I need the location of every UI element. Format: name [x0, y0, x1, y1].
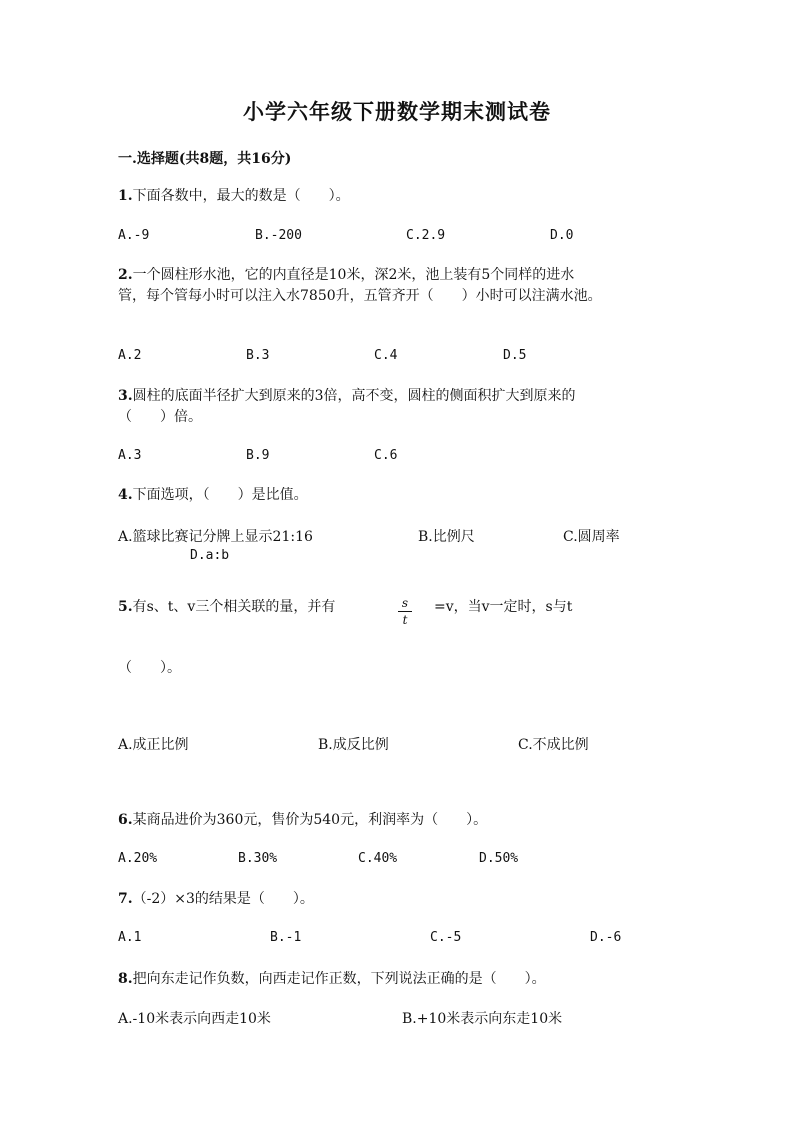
fraction-numerator: s	[401, 596, 409, 610]
question-text-line2: （ ）。	[118, 660, 181, 676]
question-text-line2: （ ）倍。	[118, 409, 202, 425]
question-6	[118, 810, 678, 831]
option-b[interactable]: B.成反比例	[318, 737, 389, 753]
question-number: 8.	[118, 971, 133, 987]
question-number: 1.	[118, 188, 133, 204]
question-text: 把向东走记作负数，向西走记作正数，下列说法正确的是（ ）。	[132, 971, 546, 987]
question-number: 2.	[118, 267, 133, 283]
question-number: 4.	[118, 487, 133, 503]
option-d[interactable]: D.5	[503, 348, 527, 363]
option-a[interactable]: A.20%	[118, 851, 158, 866]
question-3	[118, 386, 678, 428]
question-number: 6.	[118, 812, 133, 828]
question-text: 下面各数中，最大的数是（ ）。	[132, 188, 350, 204]
question-4	[118, 485, 678, 506]
option-c[interactable]: C.-5	[430, 930, 462, 945]
option-b[interactable]: B.-200	[255, 228, 302, 243]
option-c[interactable]: C.6	[374, 448, 398, 463]
question-text: 下面选项，（ ）是比值。	[132, 487, 308, 503]
option-b[interactable]: B.-1	[270, 930, 302, 945]
question-text-before: 有s、t、v三个相关联的量，并有	[132, 599, 336, 615]
option-b[interactable]: B.30%	[238, 851, 278, 866]
question-text-line2: 管，每个管每小时可以注入水7850升，五管齐开（ ）小时可以注满水池。	[118, 288, 602, 304]
option-b[interactable]: B.+10米表示向东走10米	[402, 1011, 563, 1027]
section-heading: 一.选择题(共8题，共16分)	[118, 151, 292, 167]
option-b[interactable]: B.3	[246, 348, 270, 363]
option-c[interactable]: C.不成比例	[518, 737, 589, 753]
question-7	[118, 889, 678, 910]
option-d[interactable]: D.0	[550, 228, 574, 243]
question-8	[118, 969, 678, 990]
question-number: 3.	[118, 388, 133, 404]
fraction-s-over-t	[396, 596, 414, 627]
question-text-after: =v，当v一定时，s与t	[434, 599, 573, 615]
option-b[interactable]: B.比例尺	[418, 529, 475, 545]
option-a[interactable]: A.-10米表示向西走10米	[118, 1011, 271, 1027]
question-number: 5.	[118, 599, 133, 615]
question-2	[118, 265, 678, 307]
option-a[interactable]: A.2	[118, 348, 142, 363]
option-c[interactable]: C.圆周率	[563, 529, 620, 545]
option-c[interactable]: C.2.9	[406, 228, 446, 243]
option-a[interactable]: A.-9	[118, 228, 150, 243]
option-c[interactable]: C.40%	[358, 851, 398, 866]
option-b[interactable]: B.9	[246, 448, 270, 463]
option-a[interactable]: A.篮球比赛记分牌上显示21:16	[118, 529, 313, 545]
option-c[interactable]: C.4	[374, 348, 398, 363]
fraction-denominator: t	[402, 613, 408, 627]
question-text: （-2）×3的结果是（ ）。	[132, 891, 314, 907]
option-d[interactable]: D.a:b	[190, 548, 230, 563]
option-a[interactable]: A.3	[118, 448, 142, 463]
question-text-line1: 一个圆柱形水池，它的内直径是10米，深2米，池上装有5个同样的进水	[132, 267, 575, 283]
question-text-line1: 圆柱的底面半径扩大到原来的3倍，高不变，圆柱的侧面积扩大到原来的	[132, 388, 576, 404]
option-a[interactable]: A.成正比例	[118, 737, 189, 753]
fraction-bar	[398, 611, 412, 612]
option-d[interactable]: D.50%	[479, 851, 519, 866]
option-d[interactable]: D.-6	[590, 930, 622, 945]
question-text: 某商品进价为360元，售价为540元，利润率为（ ）。	[132, 812, 488, 828]
question-1	[118, 186, 678, 207]
question-number: 7.	[118, 891, 133, 907]
option-a[interactable]: A.1	[118, 930, 142, 945]
page-title: 小学六年级下册数学期末测试卷	[243, 99, 551, 124]
